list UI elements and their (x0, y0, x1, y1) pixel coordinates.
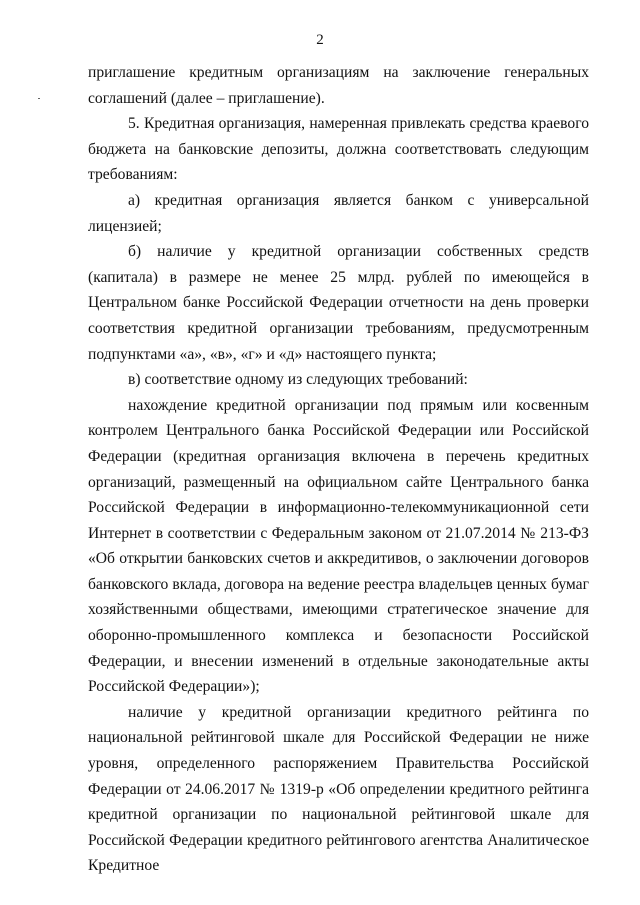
paragraph-subitem-v: в) соответствие одному из следующих требований: (128, 371, 468, 389)
paragraph-rating-requirement: наличие у кредитной организации кредитного рейтинга по национальной рейтинговой шкале для Российской Федерации не ниже уровня, определенного распоряжением Правительства Российской Федерации от 24.06.2017 № 1319-р «Об определении кредитного рейтинга кредитной организации по национальной рейтинговой шкале для Российской Федерации кредитного рейтингового агентства Аналитическое Кредитное (88, 703, 589, 875)
margin-mark (38, 98, 40, 99)
paragraph-subitem-b: б) наличие у кредитной организации собственных средств (капитала) в размере не менее 25 млрд. рублей по имеющейся в Центральном банке Российской Федерации отчетности на день проверки соответствия кредитной организации требованиям, предусмотренным подпунктами «а», «в», «г» и «д» настоящего пункта; (88, 243, 589, 363)
page-number: 2 (316, 32, 324, 48)
paragraph-subitem-a: а) кредитная организация является банком с универсальной лицензией; (88, 191, 589, 235)
paragraph-control-requirement: нахождение кредитной организации под прямым или косвенным контролем Центрального банка Российской Федерации или Российской Федерации (кредитная организация включена в перечень кредитных организаций, размещенный на официальном сайте Центрального банка Российской Федерации в информационно-телекоммуникационной сети Интернет в соответствии с Федеральным законом от 21.07.2014 № 213-ФЗ «Об открытии банковских счетов и аккредитивов, о заключении договоров банковского вклада, договора на ведение реестра владельцев ценных бумаг хозяйственными обществами, имеющими стратегическое значение для оборонно-промышленного комплекса и безопасности Российской Федерации, и внесении изменений в отдельные законодательные акты Российской Федерации»); (88, 396, 589, 696)
paragraph-item-5: 5. Кредитная организация, намеренная привлекать средства краевого бюджета на банковские депозиты, должна соответствовать следующим требованиям: (88, 115, 589, 184)
paragraph-invitation-continuation: приглашение кредитным организациям на заключение генеральных соглашений (далее – приглашение). (88, 64, 589, 107)
document-body (88, 60, 589, 879)
